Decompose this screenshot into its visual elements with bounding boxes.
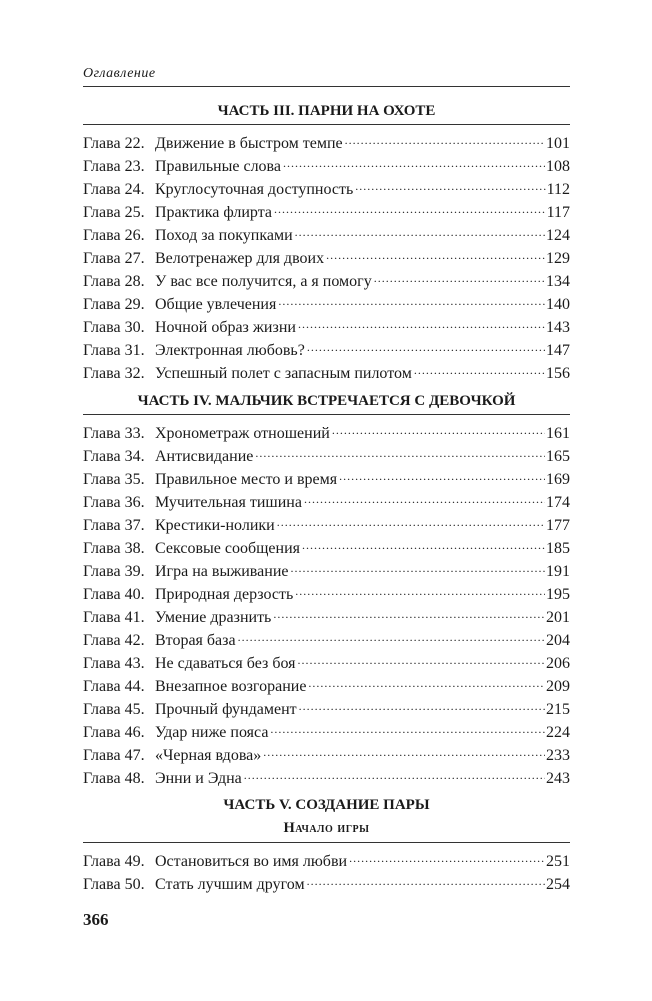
dot-leader — [374, 263, 545, 286]
page-ref: 124 — [546, 227, 570, 244]
chapter-number: Глава 38. — [83, 540, 145, 557]
dot-leader — [299, 691, 545, 714]
chapter-title: Движение в быстром темпе — [155, 135, 343, 152]
page-ref: 254 — [546, 876, 570, 893]
page-ref: 147 — [546, 342, 570, 359]
page-ref: 112 — [546, 181, 570, 198]
page-ref: 134 — [546, 273, 570, 290]
dot-leader — [263, 737, 545, 760]
chapter-title: Прочный фундамент — [155, 701, 297, 718]
chapter-title: Поход за покупками — [155, 227, 293, 244]
header-divider — [83, 86, 570, 87]
dot-leader — [355, 171, 545, 194]
chapter-number: Глава 45. — [83, 701, 145, 718]
chapter-number: Глава 27. — [83, 250, 145, 267]
part-title: ЧАСТЬ V. СОЗДАНИЕ ПАРЫ — [223, 797, 430, 813]
page-ref: 161 — [546, 425, 570, 442]
dot-leader — [255, 438, 545, 461]
chapter-number: Глава 50. — [83, 876, 145, 893]
chapter-number: Глава 49. — [83, 853, 145, 870]
dot-leader — [238, 622, 545, 645]
chapter-number: Глава 40. — [83, 586, 145, 603]
page-ref: 174 — [546, 494, 570, 511]
chapter-title: Крестики-нолики — [155, 517, 275, 534]
dot-leader — [308, 668, 545, 691]
page-ref: 117 — [546, 204, 570, 221]
page-ref: 169 — [546, 471, 570, 488]
dot-leader — [414, 355, 545, 378]
dot-leader — [270, 714, 545, 737]
page-ref: 101 — [546, 135, 570, 152]
chapter-title: Сексовые сообщения — [155, 540, 300, 557]
page-ref: 143 — [546, 319, 570, 336]
part-title: ЧАСТЬ III. ПАРНИ НА ОХОТЕ — [217, 103, 436, 119]
chapter-number: Глава 41. — [83, 609, 145, 626]
chapter-number: Глава 29. — [83, 296, 145, 313]
chapter-title: Правильные слова — [155, 158, 281, 175]
chapter-title: Внезапное возгорание — [155, 678, 307, 695]
page-ref: 185 — [546, 540, 570, 557]
chapter-number: Глава 32. — [83, 365, 145, 382]
chapter-number: Глава 23. — [83, 158, 145, 175]
page-ref: 204 — [546, 632, 570, 649]
chapter-title: Правильное место и время — [155, 471, 338, 488]
dot-leader — [332, 415, 545, 438]
chapter-title: У вас все получится, а я помогу — [155, 273, 372, 290]
chapter-number: Глава 44. — [83, 678, 145, 695]
dot-leader — [298, 309, 545, 332]
page-ref: 243 — [546, 770, 570, 787]
dot-leader — [345, 125, 545, 148]
dot-leader — [244, 760, 545, 783]
page-ref: 206 — [546, 655, 570, 672]
page-ref: 224 — [546, 724, 570, 741]
chapter-number: Глава 24. — [83, 181, 145, 198]
toc-part — [83, 100, 570, 382]
chapter-number: Глава 46. — [83, 724, 145, 741]
chapter-number: Глава 37. — [83, 517, 145, 534]
dot-leader — [274, 194, 546, 217]
chapter-title: Остановиться во имя любви — [155, 853, 348, 870]
chapter-title: Игра на выживание — [155, 563, 289, 580]
chapter-title: Природная дерзость — [155, 586, 294, 603]
chapter-number: Глава 30. — [83, 319, 145, 336]
chapter-number: Глава 42. — [83, 632, 145, 649]
chapter-number: Глава 26. — [83, 227, 145, 244]
chapter-title: Общие увлечения — [155, 296, 277, 313]
toc-part — [83, 794, 570, 893]
chapter-number: Глава 28. — [83, 273, 145, 290]
page-ref: 191 — [546, 563, 570, 580]
dot-leader — [295, 576, 545, 599]
chapter-number: Глава 36. — [83, 494, 145, 511]
chapter-number: Глава 48. — [83, 770, 145, 787]
page-ref: 177 — [546, 517, 570, 534]
dot-leader — [302, 530, 545, 553]
chapter-title: Ночной образ жизни — [155, 319, 296, 336]
dot-leader — [278, 286, 545, 309]
chapter-title: Не сдаваться без боя — [155, 655, 296, 672]
page-ref: 156 — [546, 365, 570, 382]
dot-leader — [326, 240, 545, 263]
chapter-title: Умение дразнить — [155, 609, 272, 626]
toc-entry[interactable] — [83, 843, 570, 870]
toc-part — [83, 390, 570, 787]
chapter-title: Круглосуточная доступность — [155, 181, 354, 198]
chapter-title: Стать лучшим другом — [155, 876, 305, 893]
dot-leader — [273, 599, 545, 622]
toc-entry[interactable] — [83, 125, 570, 152]
page-number: 366 — [83, 910, 109, 929]
page-ref: 140 — [546, 296, 570, 313]
chapter-number: Глава 35. — [83, 471, 145, 488]
chapter-title: Хронометраж отношений — [155, 425, 330, 442]
page-ref: 129 — [546, 250, 570, 267]
page-ref: 215 — [546, 701, 570, 718]
chapter-title: Антисвидание — [155, 448, 254, 465]
chapter-number: Глава 25. — [83, 204, 145, 221]
chapter-title: Электронная любовь? — [155, 342, 305, 359]
page-ref: 209 — [546, 678, 570, 695]
chapter-number: Глава 39. — [83, 563, 145, 580]
chapter-number: Глава 33. — [83, 425, 145, 442]
chapter-title: Велотренажер для двоих — [155, 250, 325, 267]
chapter-title: Энни и Эдна — [155, 770, 242, 787]
chapter-title: Практика флирта — [155, 204, 272, 221]
dot-leader — [283, 148, 545, 171]
chapter-number: Глава 43. — [83, 655, 145, 672]
dot-leader — [307, 332, 545, 355]
chapter-title: «Черная вдова» — [155, 747, 262, 764]
page-ref: 201 — [546, 609, 570, 626]
dot-leader — [307, 866, 545, 889]
chapter-title: Успешный полет с запасным пилотом — [155, 365, 412, 382]
chapter-number: Глава 31. — [83, 342, 145, 359]
dot-leader — [349, 843, 545, 866]
page-ref: 108 — [546, 158, 570, 175]
chapter-title: Вторая база — [155, 632, 236, 649]
toc-entry[interactable] — [83, 415, 570, 442]
running-head: Оглавление — [83, 66, 156, 81]
page-ref: 165 — [546, 448, 570, 465]
chapter-title: Мучительная тишина — [155, 494, 302, 511]
page-ref: 251 — [546, 853, 570, 870]
page-ref: 233 — [546, 747, 570, 764]
dot-leader — [295, 217, 545, 240]
dot-leader — [339, 461, 545, 484]
part-title: ЧАСТЬ IV. МАЛЬЧИК ВСТРЕЧАЕТСЯ С ДЕВОЧКОЙ — [137, 393, 516, 409]
dot-leader — [298, 645, 545, 668]
chapter-number: Глава 47. — [83, 747, 145, 764]
chapter-title: Удар ниже пояса — [155, 724, 269, 741]
chapter-number: Глава 34. — [83, 448, 145, 465]
chapter-number: Глава 22. — [83, 135, 145, 152]
dot-leader — [290, 553, 545, 576]
page-ref: 195 — [546, 586, 570, 603]
dot-leader — [304, 484, 545, 507]
dot-leader — [277, 507, 545, 530]
part-subtitle: Начало игры — [283, 820, 370, 836]
